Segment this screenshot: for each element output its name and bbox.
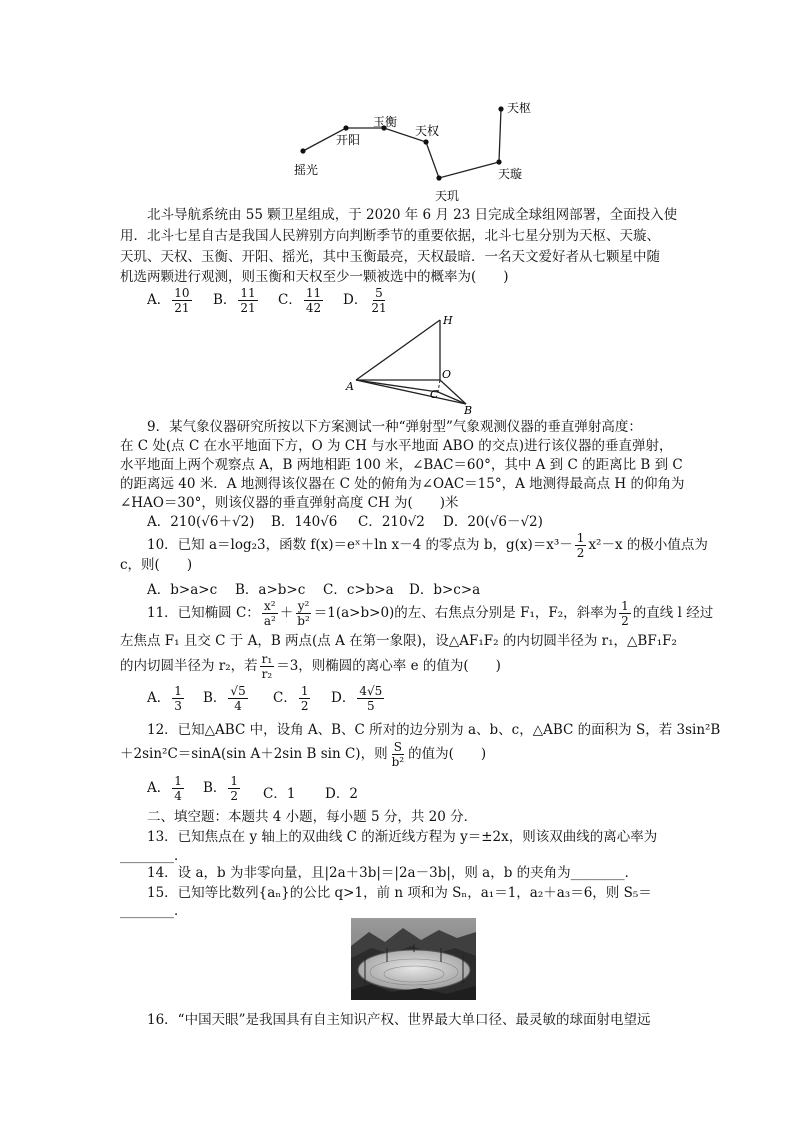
q11-option-a: A． $\frac{1}{3}$ — [147, 684, 182, 713]
q8-line-1: 北斗导航系统由 55 颗卫星组成，于 2020 年 6 月 23 日完成全球组网部署，全面投入使 — [147, 207, 678, 223]
q16-line: 16．“中国天眼”是我国具有自主知识产权、世界最大单口径、最灵敏的球面射电望远 — [147, 1012, 651, 1028]
q8-option-c: C． $\frac{11}{42}$ — [278, 286, 322, 315]
fig-label-c: C — [430, 388, 439, 401]
fast-telescope-photo — [351, 918, 476, 1000]
q15-blank: ________． — [120, 903, 188, 919]
star-kaiyang — [343, 125, 348, 130]
section-2-heading: 二、填空题：本题共 4 小题，每小题 5 分，共 20 分． — [147, 809, 478, 825]
q8-line-3: 天玑、天权、玉衡、开阳、摇光，其中玉衡最亮，天权最暗．一名天文爱好者从七颗星中随 — [120, 249, 660, 265]
q12-option-a: A． $\frac{1}{4}$ — [147, 774, 182, 803]
q10-option-d: D．b>c>a — [409, 582, 481, 598]
star-tianxuan — [496, 159, 501, 164]
q9-line-1: 9．某气象仪器研究所按以下方案测试一种“弹射型”气象观测仪器的垂直弹射高度： — [147, 419, 642, 435]
q11-option-b: B． $\frac{√5}{4}$ — [203, 684, 246, 713]
q9-option-b: B．140√6 — [271, 514, 338, 530]
q11-line-1: 11．已知椭圆 C： $\frac{\text{x²}}{\text{a²}}$ ＋ $\frac{\text{y²}}{\text{b²}}$ ＝1(a>b>0)的左、右焦点分别是 F₁，F₂，斜率为 $\frac{1}{2}$ 的直线 l 经过 — [147, 599, 714, 628]
star-tianji — [436, 175, 441, 180]
q10-option-a: A．b>a>c — [147, 582, 218, 598]
fig-label-b: B — [464, 404, 473, 417]
label-tianshu: 天枢 — [507, 101, 532, 115]
q9-option-d: D．20(√6－√2) — [443, 514, 543, 530]
q9-option-a: A．210(√6＋√2) — [147, 514, 255, 530]
q9-line-4: 的距离远 40 米．A 地测得该仪器在 C 处的俯角为∠OAC＝15°，A 地测得最高点 H 的仰角为 — [120, 476, 685, 492]
big-dipper-figure — [280, 95, 550, 210]
q12-line-1: 12．已知△ABC 中，设角 A、B、C 所对的边分别为 a、b、c，△ABC 的面积为 S，若 3sin²B — [147, 722, 721, 738]
q8-option-d: D． $\frac{5}{21}$ — [343, 286, 387, 315]
q8-option-a: A． $\frac{10}{21}$ — [147, 286, 190, 315]
label-tianji: 天玑 — [435, 189, 460, 203]
label-kaiyang: 开阳 — [336, 133, 361, 147]
fig-label-a: A — [346, 380, 354, 393]
q8-line-4: 机选两颗进行观测，则玉衡和天权至少一颗被选中的概率为( ) — [120, 269, 509, 285]
q8-option-b: B． $\frac{11}{21}$ — [213, 286, 256, 315]
label-yuheng: 玉衡 — [373, 115, 398, 129]
star-tianshu — [498, 106, 503, 111]
q9-line-2: 在 C 处(点 C 在水平地面下方，O 为 CH 与水平地面 ABO 的交点)进行该仪器的垂直弹射， — [120, 438, 673, 454]
q11-line-3: 的内切圆半径为 r₂，若 $\frac{\text{r₁}}{\text{r₂}}$ ＝3，则椭圆的离心率 e 的值为( ) — [120, 652, 501, 681]
q13-line-1: 13．已知焦点在 y 轴上的双曲线 C 的渐近线方程为 y＝±2x，则该双曲线的离心率为 — [147, 829, 658, 845]
label-tianxuan: 天璇 — [498, 167, 523, 181]
q12-option-b: B． $\frac{1}{2}$ — [203, 774, 239, 803]
q9-option-c: C．210√2 — [358, 514, 425, 530]
q8-line-2: 用．北斗七星自古是我国人民辨别方向判断季节的重要依据，北斗七星分别为天枢、天璇、 — [120, 228, 660, 244]
q11-option-d: D． $\frac{4√5}{5}$ — [331, 684, 383, 713]
q9-line-3: 水平地面上两个观察点 A，B 两地相距 100 米，∠BAC＝60°，其中 A 到 C 的距离比 B 到 C — [120, 457, 683, 473]
q9-line-5: ∠HAO＝30°，则该仪器的垂直弹射高度 CH 为( )米 — [120, 495, 459, 511]
fig-label-o: O — [442, 368, 452, 381]
q10-option-c: C．c>b>a — [323, 582, 394, 598]
q12-option-d: D．2 — [325, 786, 358, 802]
q12-line-2: ＋2sin²C＝sinA(sin A＋2sin B sin C)，则 $\frac{S}{\text{b²}}$ 的值为( ) — [120, 740, 487, 769]
q10-line-1: 10．已知 a＝log₂3，函数 f(x)＝eˣ＋ln x－4 的零点为 b，g(x)＝x³－ $\frac{1}{2}$ x²－x 的极小值点为 — [147, 531, 708, 560]
geometry-figure — [340, 312, 480, 417]
label-tianquan: 天权 — [415, 124, 440, 138]
q11-option-c: C． $\frac{1}{2}$ — [273, 684, 309, 713]
star-tianquan — [423, 139, 428, 144]
q12-option-c: C．1 — [263, 786, 296, 802]
q15-line-1: 15．已知等比数列{aₙ}的公比 q>1，前 n 项和为 Sₙ，a₁＝1，a₂＋a₃＝6，则 S₅＝ — [147, 885, 652, 901]
star-yaoguang — [300, 148, 305, 153]
q11-line-2: 左焦点 F₁ 且交 C 于 A，B 两点(点 A 在第一象限)，设△AF₁F₂ 的内切圆半径为 r₁，△BF₁F₂ — [120, 633, 677, 649]
fig-label-h: H — [443, 314, 453, 327]
q10-line-2: c，则( ) — [120, 557, 193, 573]
q14-line: 14．设 a，b 为非零向量，且|2a＋3b|＝|2a－3b|，则 a，b 的夹角为________． — [147, 865, 639, 881]
q13-blank: ________． — [120, 848, 188, 864]
q10-option-b: B．a>b>c — [235, 582, 306, 598]
label-yaoguang: 摇光 — [294, 163, 319, 177]
